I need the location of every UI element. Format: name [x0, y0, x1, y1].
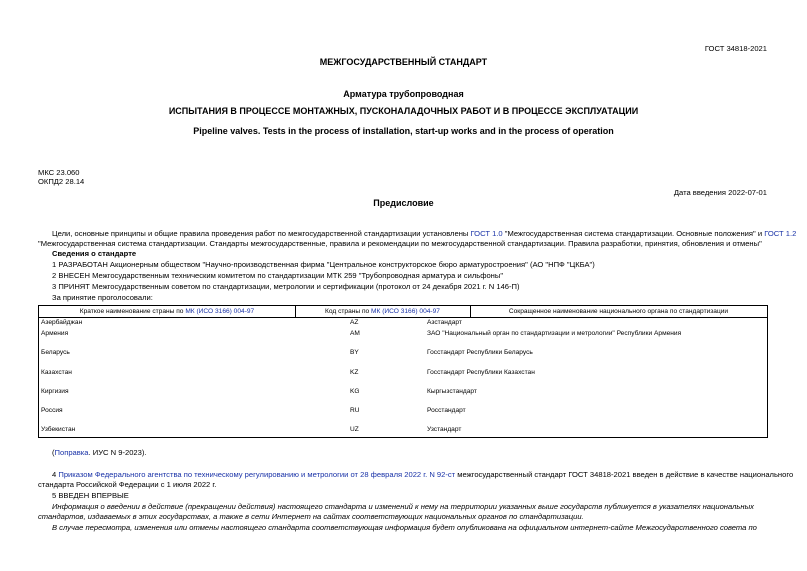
table-cell-country: Узбекистан: [41, 426, 76, 433]
table-cell-code: KG: [350, 388, 360, 395]
amendment-rest: . ИУС N 9-2023).: [88, 448, 147, 457]
okpd-code: ОКПД2 28.14: [38, 177, 85, 186]
table-cell-body: Госстандарт Республики Казахстан: [427, 369, 535, 376]
preface-title: Предисловие: [373, 198, 434, 208]
title-ru-subject: Арматура трубопроводная: [343, 89, 464, 99]
table-cell-country: Казахстан: [41, 369, 72, 376]
item-submitted: 2 ВНЕСЕН Межгосударственным техническим комитетом по стандартизации МТК 259 "Трубопроводная арматура и сильфоны": [52, 271, 504, 280]
table-cell-country: Киргизия: [41, 388, 69, 395]
amendment-link[interactable]: Поправка: [54, 448, 89, 457]
header-code-text: Код страны по: [325, 308, 370, 315]
standard-header: МЕЖГОСУДАРСТВЕННЫЙ СТАНДАРТ: [319, 57, 488, 67]
header-country-link[interactable]: МК (ИСО 3166) 004-97: [185, 308, 255, 315]
order-link[interactable]: Приказом Федерального агентства по техническому регулированию и метрологии от 28 февраля 2022 г. N 92-ст: [58, 470, 456, 479]
gost-1-2-link[interactable]: ГОСТ 1.2: [764, 229, 797, 238]
table-cell-country: Россия: [41, 407, 63, 414]
title-en: Pipeline valves. Tests in the process of installation, start-up works and in the process of operation: [193, 126, 614, 136]
standard-info-heading: Сведения о стандарте: [52, 249, 137, 258]
gost-1-0-link[interactable]: ГОСТ 1.0: [470, 229, 503, 238]
header-country-name: [39, 306, 295, 318]
table-cell-code: AZ: [350, 319, 359, 326]
preface-text: Цели, основные принципы и общие правила проведения работ по межгосударственной стандартизации установлены: [52, 229, 469, 238]
table-cell-body: Госстандарт Республики Беларусь: [427, 349, 533, 356]
table-cell-body: Азстандарт: [427, 319, 462, 326]
voting-table: [38, 305, 768, 438]
header-country-text: Краткое наименование страны по: [79, 308, 184, 315]
preface-text-mid: "Межгосударственная система стандартизации. Основные положения" и: [504, 229, 763, 238]
revision-info-line: В случае пересмотра, изменения или отмены настоящего стандарта соответствующая информация будет опубликована на официальном интернет-сайте Межгосударственного совета по: [52, 523, 757, 532]
table-cell-body: Узстандарт: [427, 426, 462, 433]
introduction-date: Дата введения 2022-07-01: [673, 188, 767, 197]
item-introduced-line-2: стандарта Российской Федерации с 1 июля 2022 г.: [38, 480, 217, 489]
table-cell-code: BY: [350, 349, 359, 356]
item-developed: 1 РАЗРАБОТАН Акционерным обществом "Научно-производственная фирма "Центральное конструкторское бюро арматуростроения" (АО "НПФ "ЦКБА"): [52, 260, 595, 269]
title-ru-main: ИСПЫТАНИЯ В ПРОЦЕССЕ МОНТАЖНЫХ, ПУСКОНАЛАДОЧНЫХ РАБОТ И В ПРОЦЕССЕ ЭКСПЛУАТАЦИИ: [168, 106, 639, 116]
publication-info-line-1: Информация о введении в действие (прекращении действия) настоящего стандарта и изменений к нему на территории указанных выше государств публикуется в указателях национальных: [52, 502, 754, 511]
table-cell-country: Беларусь: [41, 349, 70, 356]
publication-info-line-2: стандартов, издаваемых в этих государствах, а также в сети Интернет на сайтах соответствующих национальных органов по стандартизации.: [38, 512, 584, 521]
header-code-link[interactable]: МК (ИСО 3166) 004-97: [371, 308, 440, 315]
header-country-code: [295, 306, 470, 318]
amendment-note: [52, 448, 147, 457]
table-cell-code: AM: [350, 330, 360, 337]
amendment-open: (: [52, 448, 55, 457]
table-cell-code: UZ: [350, 426, 359, 433]
item-first-introduced: 5 ВВЕДЕН ВПЕРВЫЕ: [52, 491, 129, 500]
table-cell-code: RU: [350, 407, 360, 414]
preface-paragraph-line-2: "Межгосударственная система стандартизации. Стандарты межгосударственные, правила и рекомендации по межгосударственной стандартизации. Правила разработки, принятия, обновления и отмены": [38, 239, 762, 248]
table-cell-country: Азербайджан: [41, 319, 83, 326]
table-cell-code: KZ: [350, 369, 359, 376]
header-national-body: Сокращенное наименование национального органа по стандартизации: [470, 306, 767, 318]
item-4-text: межгосударственный стандарт ГОСТ 34818-2021 введен в действие в качестве национального: [457, 470, 794, 479]
table-cell-country: Армения: [41, 330, 69, 337]
table-cell-body: Кыргызстандарт: [427, 388, 477, 395]
table-cell-body: ЗАО "Национальный орган по стандартизации и метрологии" Республики Армения: [427, 330, 682, 337]
table-cell-body: Росстандарт: [427, 407, 466, 414]
mks-code: МКС 23.060: [38, 168, 80, 177]
voted-label: За принятие проголосовали:: [52, 293, 153, 302]
preface-paragraph-line-1: [52, 229, 796, 238]
item-introduced-line-1: [52, 470, 793, 479]
item-adopted: 3 ПРИНЯТ Межгосударственным советом по стандартизации, метрологии и сертификации (протокол от 24 декабря 2021 г. N 146-П): [52, 282, 520, 291]
document-code: ГОСТ 34818-2021: [704, 44, 767, 53]
item-4-number: 4: [52, 470, 57, 479]
